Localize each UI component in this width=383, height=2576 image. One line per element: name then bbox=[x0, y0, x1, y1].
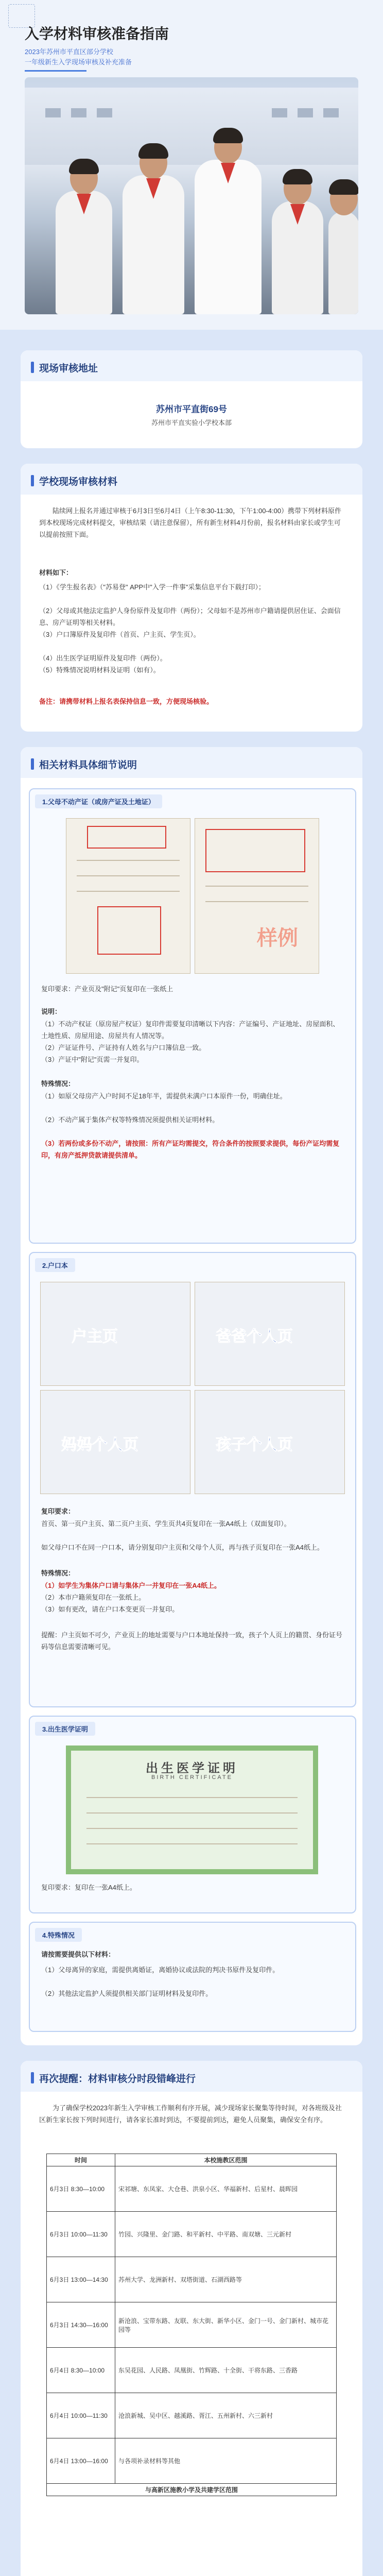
materials-list-label: 材料如下： bbox=[39, 569, 73, 577]
copy-requirement: 复印要求：复印在一张A4纸上。 bbox=[41, 1884, 136, 1891]
column-header: 时间 bbox=[47, 2154, 115, 2166]
time-cell: 6月3日 8:30—10:00 bbox=[47, 2166, 115, 2212]
doc-line bbox=[86, 1812, 298, 1814]
area-cell: 东吴花园、人民路、凤凰街、竹辉路、十全街、干将东路、三香路 bbox=[115, 2348, 337, 2393]
subtitle-2: 一年级新生入学现场审核及补充准备 bbox=[25, 58, 132, 66]
highlight-box bbox=[87, 826, 166, 849]
card-header: 1.父母不动产证（或房产证及土地证） bbox=[35, 794, 162, 808]
student-figure bbox=[123, 175, 184, 314]
header-banner bbox=[0, 0, 383, 330]
section-header bbox=[21, 350, 362, 381]
special-item: （2）本市户籍须复印在一张纸上。 bbox=[41, 1594, 146, 1601]
note-item: （1）不动产权证（原房屋产权证）复印件需要复印清晰以下内容：产证编号、产证地址、房屋面积、土地性质、房屋用途、房屋共有人情况等。 bbox=[41, 1020, 340, 1040]
doc-line bbox=[86, 1828, 298, 1829]
highlight-box bbox=[97, 906, 161, 955]
section-materials bbox=[21, 464, 362, 732]
doc-line bbox=[77, 860, 180, 861]
materials-item: （4）出生医学证明原件及复印件（两份）。 bbox=[39, 654, 167, 662]
section-header bbox=[21, 464, 362, 495]
student-figure bbox=[195, 160, 262, 314]
section-marker bbox=[31, 2072, 34, 2083]
notes-title: 说明： bbox=[41, 1008, 62, 1015]
cert-title: 出生医学证明 bbox=[146, 1761, 238, 1775]
schedule-intro: 为了确保学校2023年新生入学审核工作顺利有序开展，减少现场家长聚集等待时间，对各班级及社区新生家长按下列时间进行，请各家长准时到达，不要提前到达，避免人员聚集，确保安全有序。 bbox=[39, 2104, 342, 2124]
copy-requirement: 如父母户口不在同一户口本，请分别复印户主页和父母个人页，再与孩子页复印在一张A4纸上。 bbox=[41, 1544, 324, 1551]
area-cell: 与各项补录材料等其他 bbox=[115, 2438, 337, 2484]
card-property-deed bbox=[29, 788, 356, 1244]
section-marker bbox=[31, 362, 34, 373]
special-subtitle: 请按需要提供以下材料： bbox=[41, 1951, 115, 1958]
hukou-page bbox=[195, 1282, 345, 1386]
hukou-page bbox=[40, 1282, 190, 1386]
highlight-box bbox=[205, 829, 305, 872]
photo-window bbox=[45, 108, 61, 117]
materials-item: （2）父母或其他法定监护人身份原件及复印件（两份）；父母如不是苏州市户籍请提供居住证、会面信息、房产证明等相关材料。 bbox=[39, 607, 341, 626]
table-row bbox=[47, 2438, 337, 2484]
photo-building bbox=[25, 88, 358, 165]
card-household-register bbox=[29, 1252, 356, 1707]
table-row bbox=[47, 2348, 337, 2393]
doc-line bbox=[86, 1797, 298, 1798]
time-cell: 6月4日 13:00—16:00 bbox=[47, 2438, 115, 2484]
deed-page-right bbox=[195, 818, 319, 974]
time-cell: 6月4日 8:30—10:00 bbox=[47, 2348, 115, 2393]
materials-note: 备注：请携带材料上报名表保持信息一致，方便现场核验。 bbox=[39, 698, 214, 705]
schedule-table bbox=[46, 2154, 337, 2496]
time-cell: 6月4日 10:00—11:30 bbox=[47, 2393, 115, 2438]
area-cell: 宋祁塘、东凤家、大仓巷、洪泉小区、华福新村、后星村、晨晖园 bbox=[115, 2166, 337, 2212]
cert-subtitle: BIRTH CERTIFICATE bbox=[151, 1774, 233, 1781]
card-birth-certificate bbox=[29, 1716, 356, 1913]
page-title: 入学材料审核准备指南 bbox=[25, 26, 169, 42]
time-cell: 6月3日 14:30—16:00 bbox=[47, 2302, 115, 2348]
address-line: 苏州市平直街69号 bbox=[156, 404, 227, 414]
address-school: 苏州市平直实验小学校本部 bbox=[151, 419, 232, 427]
special-item: （1）如学生为集体户口请与集体户一并复印在一张A4纸上。 bbox=[41, 1582, 221, 1589]
birth-certificate-image bbox=[66, 1745, 318, 1874]
column-header: 本校施教区范围 bbox=[115, 2154, 337, 2166]
hukou-label: 户主页 bbox=[72, 1328, 118, 1345]
hukou-page bbox=[40, 1390, 190, 1494]
table-row bbox=[47, 2257, 337, 2302]
hukou-label: 妈妈个人页 bbox=[61, 1436, 138, 1453]
special-title: 特殊情况： bbox=[41, 1080, 75, 1088]
section-address bbox=[21, 350, 362, 448]
section-title: 现场审核地址 bbox=[39, 363, 98, 374]
doc-line bbox=[77, 891, 180, 892]
title-underline bbox=[25, 70, 86, 72]
table-header-row bbox=[47, 2154, 337, 2166]
time-cell: 6月3日 10:00—11:30 bbox=[47, 2212, 115, 2257]
table-row bbox=[47, 2166, 337, 2212]
materials-item: （3）户口簿原件及复印件（首页、户主页、学生页）。 bbox=[39, 631, 200, 638]
sample-watermark: 样例 bbox=[257, 927, 298, 950]
table-footer-cell: 与高新区施教小学及共建学区范围 bbox=[47, 2484, 337, 2496]
section-title: 再次提醒：材料审核分时段错峰进行 bbox=[39, 2074, 196, 2084]
area-cell: 竹园、兴隆里、金门路、和平新村、中平路、南双塘、三元新村 bbox=[115, 2212, 337, 2257]
area-cell: 沧浪新城、吴中区、越溪路、胥江、五州新村、六三新村 bbox=[115, 2393, 337, 2438]
doc-line bbox=[86, 1843, 298, 1844]
card-special-cases bbox=[29, 1922, 356, 2032]
table-row bbox=[47, 2302, 337, 2348]
note-item: （2）产证证件号、产证持有人姓名与户口簿信息一致。 bbox=[41, 1044, 206, 1052]
reminder: 提醒：户主页如不可少，产业页上的地址需要与户口本地址保持一致，孩子个人页上的籍贯、身份证号码等信息需要清晰可见。 bbox=[41, 1631, 343, 1651]
hukou-page bbox=[195, 1390, 345, 1494]
time-cell: 6月3日 13:00—14:30 bbox=[47, 2257, 115, 2302]
materials-item: （5）特殊情况说明材料及证明（如有）。 bbox=[39, 666, 160, 674]
copy-requirement: 首页、第一页户主页、第二页户主页、学生页共4页复印在一张A4纸上（双面复印）。 bbox=[41, 1520, 291, 1528]
copy-requirement-title: 复印要求： bbox=[41, 1507, 75, 1515]
special-item: （1）父母离异的家庭，需提供离婚证，离婚协议或法院的判决书原件及复印件。 bbox=[41, 1966, 280, 1974]
student-figure bbox=[272, 201, 323, 314]
deed-page-left bbox=[66, 818, 190, 974]
special-item: （3）若两份或多份不动产，请按照：所有产证均需提交，符合条件的按照要求提供，每份产证均需复印，有房产抵押贷款请提供清单。 bbox=[41, 1140, 340, 1159]
special-item: （2）其他法定监护人须提供相关部门证明材料及复印件。 bbox=[41, 1990, 213, 1997]
table-row bbox=[47, 2484, 337, 2496]
doc-line bbox=[205, 886, 308, 887]
section-header bbox=[21, 2061, 362, 2092]
table-row bbox=[47, 2393, 337, 2438]
card-header: 3.出生医学证明 bbox=[35, 1722, 95, 1736]
area-cell: 苏州大学、龙洲新村、双塔街道、石湖西路等 bbox=[115, 2257, 337, 2302]
area-cell: 新沧浪、宝带东路、友联、东大街、新华小区、金门一号、金门新村、城市花园等 bbox=[115, 2302, 337, 2348]
card-header: 2.户口本 bbox=[35, 1258, 75, 1272]
section-title: 学校现场审核材料 bbox=[39, 477, 118, 487]
student-figure bbox=[56, 191, 112, 314]
special-item: （1）如原父母房产入户时间不足18年半，需提供未满户口本原件一份，明确住址。 bbox=[41, 1092, 287, 1100]
section-marker bbox=[31, 758, 34, 770]
hukou-label: 孩子个人页 bbox=[216, 1436, 293, 1453]
photo-window bbox=[323, 108, 339, 117]
special-item: （3）如有更改，请在户口本变更页一并复印。 bbox=[41, 1605, 179, 1613]
section-title: 相关材料具体细节说明 bbox=[39, 760, 137, 771]
doc-line bbox=[77, 875, 180, 876]
section-marker bbox=[31, 475, 34, 486]
photo-window bbox=[97, 108, 112, 117]
student-figure bbox=[328, 211, 358, 314]
copy-requirement: 复印要求：产业页及"附记"页复印在一张纸上 bbox=[41, 985, 173, 993]
photo-window bbox=[298, 108, 313, 117]
special-item: （2）不动产属于集体产权等特殊情况须提供相关证明材料。 bbox=[41, 1116, 219, 1124]
doc-line bbox=[205, 901, 308, 902]
photo-window bbox=[272, 108, 287, 117]
special-title: 特殊情况： bbox=[41, 1569, 75, 1577]
card-header: 4.特殊情况 bbox=[35, 1928, 82, 1942]
note-item: （3）产证中"附记"页需一并复印。 bbox=[41, 1056, 144, 1063]
section-schedule bbox=[21, 2061, 362, 2576]
subtitle-1: 2023年苏州市平直区部分学校 bbox=[25, 48, 113, 56]
photo-window bbox=[71, 108, 86, 117]
section-header bbox=[21, 747, 362, 778]
materials-item: （1）《学生报名表》（"苏易登" APP中"入学一件事"采集信息平台下载打印）； bbox=[39, 583, 265, 591]
materials-intro: 陆续网上报名并通过审核于6月3日至6月4日（上午8:30-11:30，下午1:00-4:00）携带下列材料原件到本校现场完成材料提交，审核结果（请注意保留），所有新生材料4月份前，报名材料由家长或学生可以提前按照下面。 bbox=[39, 507, 342, 538]
hukou-label: 爸爸个人页 bbox=[216, 1328, 293, 1345]
header-photo-students bbox=[25, 77, 358, 314]
table-row bbox=[47, 2212, 337, 2257]
